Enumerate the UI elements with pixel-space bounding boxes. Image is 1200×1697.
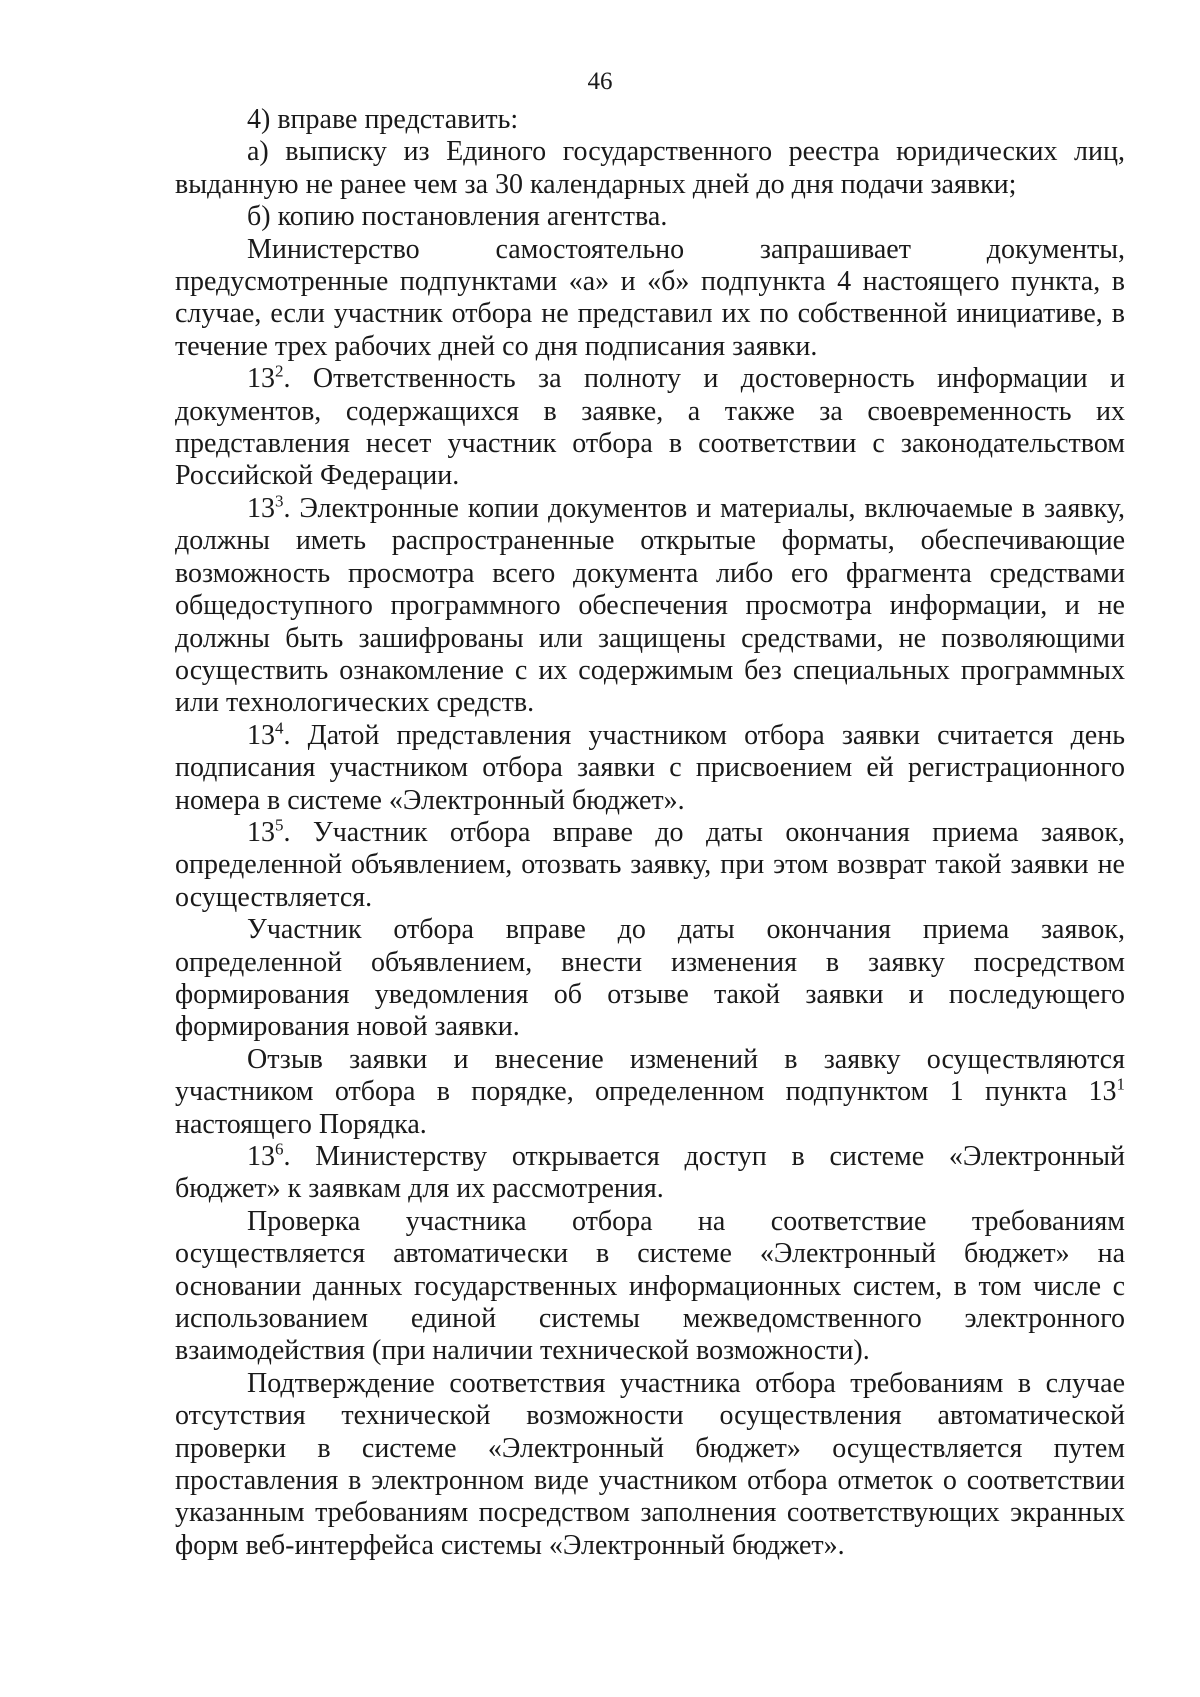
paragraph-8: $13^5$. Участник отбора вправе до даты окончания приема заявок, определенной объявлением, отозвать заявку, при этом возврат такой заявки не осуществляется. xyxy=(175,815,1125,913)
document-body xyxy=(175,104,1125,1562)
paragraph-12: Проверка участника отбора на соответствие требованиям осуществляется автоматически в системе «Электронный бюджет» на основании данных государственных информационных систем, в том числе с использованием единой системы межведомственного электронного взаимодействия (при наличии технической возможности). xyxy=(175,1205,1125,1367)
paragraph-2: а) выписку из Единого государственного реестра юридических лиц, выданную не ранее чем за 30 календарных дней до дня подачи заявки; xyxy=(175,136,1125,200)
paragraph-7: $13^4$. Датой представления участником отбора заявки считается день подписания участником отбора заявки с присвоением ей регистрационного номера в системе «Электронный бюджет». xyxy=(175,718,1125,816)
paragraph-11: $13^6$. Министерству открывается доступ в системе «Электронный бюджет» к заявкам для их рассмотрения. xyxy=(175,1139,1125,1205)
paragraph-5: $13^2$. Ответственность за полноту и достоверность информации и документов, содержащихся в заявке, а также за своевременность их представления несет участник отбора в соответствии с законодательством Российской Федерации. xyxy=(175,361,1125,492)
paragraph-4: Министерство самостоятельно запрашивает документы, предусмотренные подпунктами «а» и «б» подпункта 4 настоящего пункта, в случае, если участник отбора не представил их по собственной инициативе, в течение трех рабочих дней со дня подписания заявки. xyxy=(175,233,1125,362)
paragraph-3: б) копию постановления агентства. xyxy=(247,201,668,233)
paragraph-1: 4) вправе представить: xyxy=(247,104,519,135)
paragraph-13: Подтверждение соответствия участника отбора требованиям в случае отсутствия технической возможности осуществления автоматической проверки в системе «Электронный бюджет» осуществляется путем проставления в электронном виде участником отбора отметок о соответствии указанным требованиям посредством заполнения соответствующих экранных форм веб-интерфейса системы «Электронный бюджет». xyxy=(175,1367,1125,1561)
paragraph-10: Отзыв заявки и внесение изменений в заявку осуществляются участником отбора в порядке, определенном подпунктом 1 пункта $13^1$ настоящего Порядка. xyxy=(175,1043,1125,1140)
paragraph-9: Участник отбора вправе до даты окончания приема заявок, определенной объявлением, внести изменения в заявку посредством формирования уведомления об отзыве такой заявки и последующего формирования новой заявки. xyxy=(175,914,1125,1043)
paragraph-6: $13^3$. Электронные копии документов и материалы, включаемые в заявку, должны иметь распространенные открытые форматы, обеспечивающие возможность просмотра всего документа либо его фрагмента средствами общедоступного программного обеспечения просмотра информации, и не должны быть зашифрованы или защищены средствами, не позволяющими осуществить ознакомление с их содержимым без специальных программных или технологических средств. xyxy=(175,491,1125,719)
page-number: 46 xyxy=(587,68,613,95)
